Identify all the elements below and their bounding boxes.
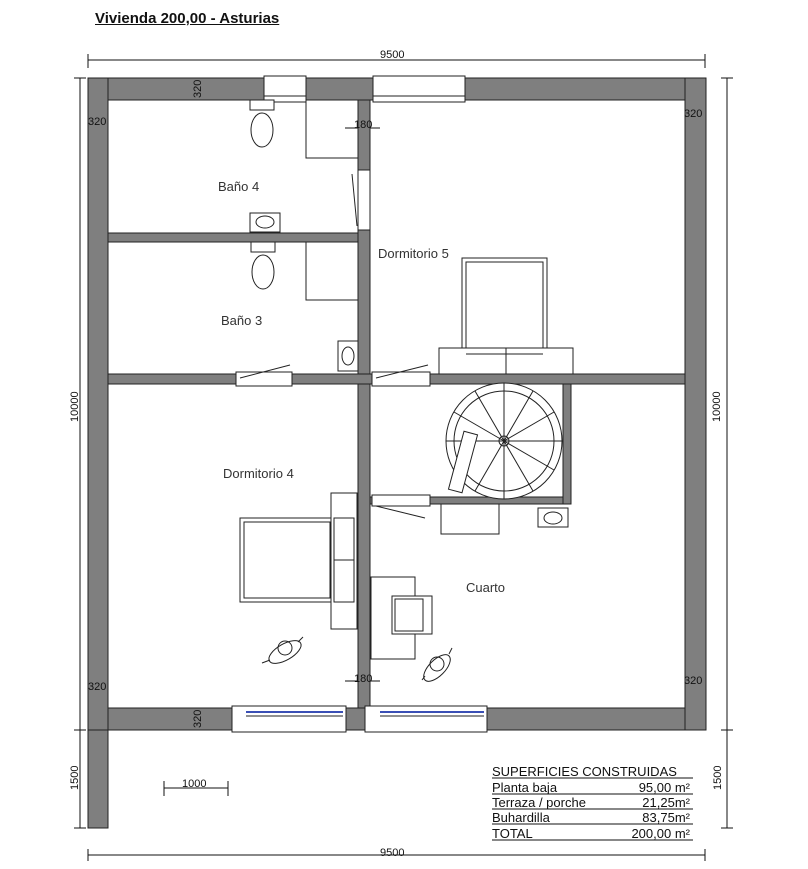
- room-label-bano3: Baño 3: [221, 313, 263, 328]
- dormitorio5-bed: [439, 258, 573, 374]
- areas-table: [492, 764, 693, 841]
- room-label-dormitorio5: Dormitorio 5: [378, 246, 449, 261]
- room-label-cuarto: Cuarto: [466, 580, 506, 595]
- area-row-label: Buhardilla: [492, 810, 550, 825]
- dim-wall-right-top: 320: [684, 108, 703, 120]
- bano3-fixtures: [251, 242, 358, 371]
- area-row-label: Planta baja: [492, 780, 558, 795]
- area-total-value: 200,00 m²: [631, 826, 690, 841]
- area-row-value: 83,75m²: [642, 810, 690, 825]
- bano4-fixtures: [250, 100, 358, 232]
- dim-height-right: 10000: [711, 391, 723, 422]
- spiral-stair: [446, 383, 562, 499]
- dim-porch-right: 1500: [712, 765, 724, 790]
- area-total-label: TOTAL: [492, 826, 533, 841]
- dim-height-left: 10000: [69, 391, 81, 422]
- dim-width-top: 9500: [380, 49, 405, 61]
- dim-wall-left-top: 320: [88, 116, 107, 128]
- dim-wall-right-bottom: 320: [684, 675, 703, 687]
- areas-heading: SUPERFICIES CONSTRUIDAS: [492, 764, 677, 779]
- dim-partition-top: 180: [354, 119, 373, 131]
- dim-width-bottom: 9500: [380, 847, 405, 859]
- dormitorio4-bed: [240, 493, 357, 629]
- dim-scale-bar: 1000: [182, 778, 207, 790]
- area-row-label: Terraza / porche: [492, 795, 586, 810]
- room-label-dormitorio4: Dormitorio 4: [223, 466, 294, 481]
- dim-wall-bottom: 320: [192, 709, 204, 728]
- dim-wall-top: 320: [192, 79, 204, 98]
- area-row-value: 95,00 m²: [638, 780, 690, 795]
- dim-wall-left-bottom: 320: [88, 681, 107, 693]
- room-label-bano4: Baño 4: [218, 179, 260, 194]
- dim-partition-bottom: 180: [354, 673, 373, 685]
- area-row-value: 21,25m²: [642, 795, 690, 810]
- dimension-lines: [74, 54, 733, 861]
- plan-title: Vivienda 200,00 - Asturias: [95, 10, 280, 27]
- dim-porch-left: 1500: [69, 765, 81, 790]
